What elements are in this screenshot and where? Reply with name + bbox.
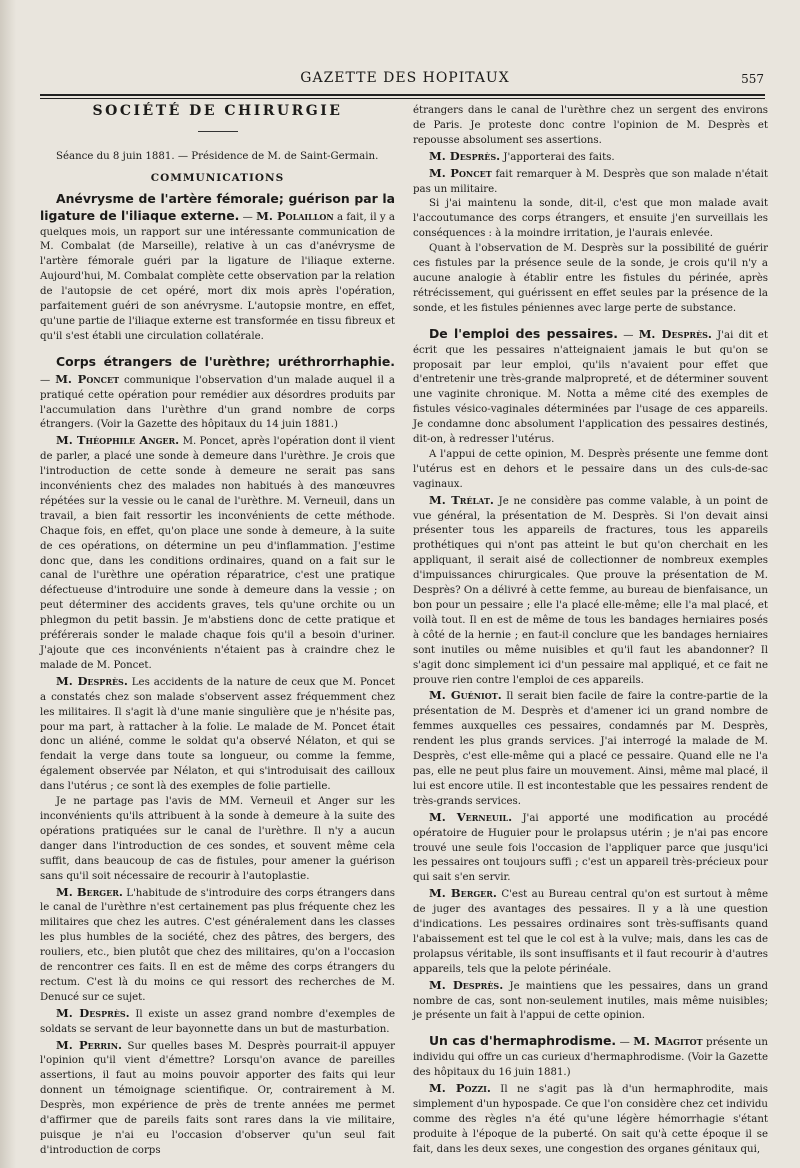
paragraph-poncet: M. Poncet fait remarquer à M. Desprès que son malade n'était pas un militaire. [413,165,768,195]
speaker-name: M. Magitot [633,1034,703,1049]
speaker-name: M. Poncet [429,165,492,180]
section-heading: De l'emploi des pessaires. [429,325,618,341]
paragraph-gueniot: M. Guéniot. Il serait bien facile de faire la contre-partie de la présentation de M. Desprès et d'amener ici un grand nombre de femmes auxquelles ces pessaires, condamnés par M. Desprès, rendent les plus grands services. J'ai interrogé la malade de M. Desprès, c'est elle-même qui a placé ce pessaire. Quand elle ne l'a pas, elle ne peut plus faire un mouvement. Ainsi, même mal placé, il lui est encore utile. Il est incontestable que les pessaires rendent de très-grands services. [413,688,768,807]
paragraph-pozzi: M. Pozzi. Il ne s'agit pas là d'un hermaphrodite, mais simplement d'un hypospade. Ce que l'on considère chez cet individu comme des règles n'a été qu'une légère hémorrhagie s'étant produite à l'époque de la puberté. On sait qu'à cette époque il se fait, dans les deux sexes, une congestion des organes génitaux qui, [413,1081,769,1155]
society-title: SOCIÉTÉ DE CHIRURGIE [92,103,343,119]
paragraph-despres-4: M. Desprès. J'apporterai des faits. [429,148,615,163]
title-rule [198,131,238,132]
paragraph-pessaries: De l'emploi des pessaires. — M. Desprès. J'ai dit et écrit que les pessaires n'atteignaient jamais le but qu'on se proposait par leur emploi, qu'ils n'avaient pour effet que d'entretenir une très-grande malpropreté, et de déterminer souvent une vaginite chronique. M. Notta a même cité des exemples de fistules vésico-vaginales déterminées par l'usage de ces appareils. Je condamne donc absolument l'application des pessaires destinés, dit-on, à redresser l'utérus. [413,325,768,446]
speaker-name: M. Berger. [56,884,123,899]
header-rule-thin [40,98,765,99]
paragraph-perrin-cont: étrangers dans le canal de l'urèthre chez un sergent des environs de Paris. Je proteste donc contre l'opinion de M. Desprès et repousse absolument ses assertions. [413,105,768,146]
paragraph-foreign-bodies: Corps étrangers de l'urèthre; uréthrorrhaphie. — M. Poncet communique l'observation d'un malade auquel il a pratiqué cette opération pour remédier aux désordres produits par l'accumulation dans l'urèthre d'un grand nombre de corps étrangers. (Voir la Gazette des hôpitaux du 14 juin 1881.) [40,353,395,431]
speaker-name: M. Desprès. [429,148,501,163]
paragraph-poncet-2: Si j'ai maintenu la sonde, dit-il, c'est que mon malade avait l'accoutumance des corps étrangers, et ensuite j'en surveillais les conséquences : à la moindre irritation, je l'aurais enlevée. [413,198,768,240]
right-column [413,104,768,1158]
paragraph-despres-6: M. Desprès. Je maintiens que les pessaires, dans un grand nombre de cas, sont non-seulement inutiles, mais même nuisibles; je présente un fait à l'appui de cette opinion. [413,977,768,1022]
paragraph-trelat: M. Trélat. Je ne considère pas comme valable, à un point de vue général, la présentation de M. Desprès. Si l'on devait ainsi présenter tous les appareils de fractures, tous les appareils prothétiques qui n'ont pas atteint le but qu'on cherchait en les appliquant, il serait aisé de collectionner de nombreux exemples d'impuissances chirurgicales. Que prouve la présentation de M. Desprès? On a délivré à cette femme, au bureau de bienfaisance, un bon pour un pessaire ; elle l'a placé elle-même; elle l'a mal placé, et voilà tout. Il en est de même de tous les bandages herniaires posés à côté de la hernie ; en faut-il conclure que les bandages herniaires sont inutiles ou même nuisibles et qu'il faut les abandonner? Il s'agit donc simplement ici d'un pessaire mal appliqué, et ce fait ne prouve rien contre l'emploi de ces appareils. [413,492,768,686]
paragraph-despres-2: Je ne partage pas l'avis de MM. Verneuil et Anger sur les inconvénients qu'ils attribuent à la sonde à demeure à la suite des opérations pratiquées sur le canal de l'urèthre. Il n'y a aucun danger dans l'introduction de ces sondes, et souvent même cela suffit, dans beaucoup de cas de fistules, pour amener la guérison sans qu'il soit nécessaire de recourir à l'autoplastie. [40,796,395,882]
paragraph-despres-1: M. Desprès. Les accidents de la nature de ceux que M. Poncet a constatés chez son malade s'observent assez fréquemment chez les militaires. Il s'agit là d'une manie singulière que je n'hésite pas, pour ma part, à rattacher à la folie. Le malade de M. Poncet était donc un aliéné, comme le soldat qu'a observé Nélaton, et qui se fendait la verge dans toute sa longueur, ou comme la femme, également observée par Nélaton, et qui s'introduisait des cailloux dans l'utérus ; ce sont là des exemples de folie partielle. [40,673,395,793]
paragraph-berger-2: M. Berger. C'est au Bureau central qu'on est surtout à même de juger des avantages des pessaires. Il y a là une question d'indications. Les pessaires ordinaires sont très-suffisants quand l'abaissement est tel que le col est à la vulve; mais, dans les cas de prolapsus véritable, ils sont insuffisants et il faut recourir à d'autres appareils, tels que la pelote périnéale. [413,886,768,975]
running-header [40,70,770,90]
speaker-name: M. Guéniot. [429,688,502,703]
speaker-name: M. Théophile Anger. [56,433,180,448]
speaker-name: M. Pozzi. [429,1081,491,1096]
paragraph-verneuil: M. Verneuil. J'ai apporté une modification au procédé opératoire de Huguier pour le prolapsus utérin ; je n'ai pas encore trouvé une seule fois l'occasion de l'appliquer parce que jusqu'ici les pessaires ont toujours suffi ; c'est un appareil très-précieux pour qui sait s'en servir. [413,809,768,884]
journal-title: GAZETTE DES HOPITAUX [300,70,510,86]
left-column [40,104,395,1159]
speaker-name: M. Verneuil. [429,809,513,824]
section-heading: Un cas d'hermaphrodisme. [429,1033,617,1049]
paragraph-hermaphrodism: Un cas d'hermaphrodisme. — M. Magitot présente un individu qui offre un cas curieux d'hermaphrodisme. (Voir la Gazette des hôpitaux du 16 juin 1881.) [413,1033,768,1079]
speaker-name: M. Desprès. [638,326,712,341]
paragraph-aneurysm: Anévrysme de l'artère fémorale; guérison par la ligature de l'iliaque externe. — M. Polaillon a fait, il y a quelques mois, un rapport sur une intéressante communication de M. Combalat (de Marseille), relative à un cas d'anévrysme de l'artère fémorale guéri par la ligature de l'iliaque externe. Aujourd'hui, M. Combalat complète cette observation par la relation de l'autopsie de cet opéré, mort dix mois après l'opération, parfaitement guéri de son anévrysme. L'autopsie montre, en effet, qu'une partie de l'iliaque externe est transformée en tissu fibreux et qu'il s'est établi une circulation collatérale. [40,190,395,342]
speaker-name: M. Desprès. [429,977,504,992]
paragraph-anger: M. Théophile Anger. M. Poncet, après l'opération dont il vient de parler, a placé une sonde à demeure dans l'urèthre. Je crois que l'introduction de cette sonde à demeure ne serait pas sans inconvénients chez des malades non habitués à des manœuvres répétées sur la vessie ou le canal de l'urèthre. M. Verneuil, dans un travail, a bien fait ressortir les inconvénients de cette méthode. Chaque fois, en effet, qu'on place une sonde à demeure, à la suite de ces opérations, on détermine un peu d'inflammation. J'estime donc que, dans les conditions ordinaires, quand on a fait sur le canal de l'urèthre une opération réparatrice, c'est une pratique défectueuse d'introduire une sonde à demeure dans la vessie ; on peut déterminer des accidents graves, tels qu'une orchite ou un phlegmon du petit bassin. Je m'abstiens donc de cette pratique et préférerais sonder le malade chaque fois qu'il a besoin d'uriner. J'ajoute que ces inconvénients n'étaient pas à craindre chez le malade de M. Poncet. [40,433,395,671]
speaker-name: M. Desprès. [56,673,128,688]
header-rule-thick [40,94,765,96]
speaker-name: M. Poncet [55,371,120,386]
section-heading: Corps étrangers de l'urèthre; uréthrorrhaphie. [56,353,395,369]
speaker-name: M. Desprès. [56,1005,130,1020]
paragraph-poncet-3: Quant à l'observation de M. Desprès sur la possibilité de guérir ces fistules par la présence seule de la sonde, je crois qu'il n'y a aucune analogie à établir entre les fistules du périnée, après rétrécissement, qui guérissent en effet seules par la présence de la sonde, et les fistules péniennes avec large perte de substance. [413,243,768,314]
speaker-name: M. Polaillon [256,208,334,223]
speaker-name: M. Trélat. [429,492,494,507]
paragraph-despres-5: A l'appui de cette opinion, M. Desprès présente une femme dont l'utérus est en dehors et le pessaire dans un des culs-de-sac vaginaux. [413,448,768,490]
speaker-name: M. Perrin. [56,1037,123,1052]
paragraph-despres-3: M. Desprès. Il existe un assez grand nombre d'exemples de soldats se servant de leur bayonnette dans un but de masturbation. [40,1005,395,1035]
communications-heading: COMMUNICATIONS [150,171,285,184]
page-number: 557 [741,72,764,86]
section-heading: Anévrysme de l'artère fémorale; guérison par la ligature de l'iliaque externe. [40,190,395,223]
speaker-name: M. Berger. [429,886,497,901]
paragraph-berger-1: M. Berger. L'habitude de s'introduire des corps étrangers dans le canal de l'urèthre n'est certainement pas plus fréquente chez les militaires que chez les autres. C'est généralement dans les classes les plus humbles de la société, chez des pâtres, des bergers, des rouliers, etc., bien plutôt que chez des militaires, qu'on a l'occasion de rencontrer ces faits. Il en est de même des corps étrangers du rectum. C'est là du moins ce qui ressort des recherches de M. Denucé sur ce sujet. [40,884,395,1003]
paragraph-perrin: M. Perrin. Sur quelles bases M. Desprès pourrait-il appuyer l'opinion qu'il vient d'émettre? Lorsqu'on avance de pareilles assertions, il faut au moins pouvoir apporter des faits qui leur donnent un témoignage scientifique. Or, contrairement à M. Desprès, mon expérience de près de trente années me permet d'affirmer que de pareils faits sont rares dans la vie militaire, puisque je n'ai eu l'occasion d'observer qu'un seul fait d'introduction de corps [40,1037,395,1156]
page-fold-shadow [0,0,16,1168]
session-line: Séance du 8 juin 1881. — Présidence de M. de Saint-Germain. [56,150,379,162]
